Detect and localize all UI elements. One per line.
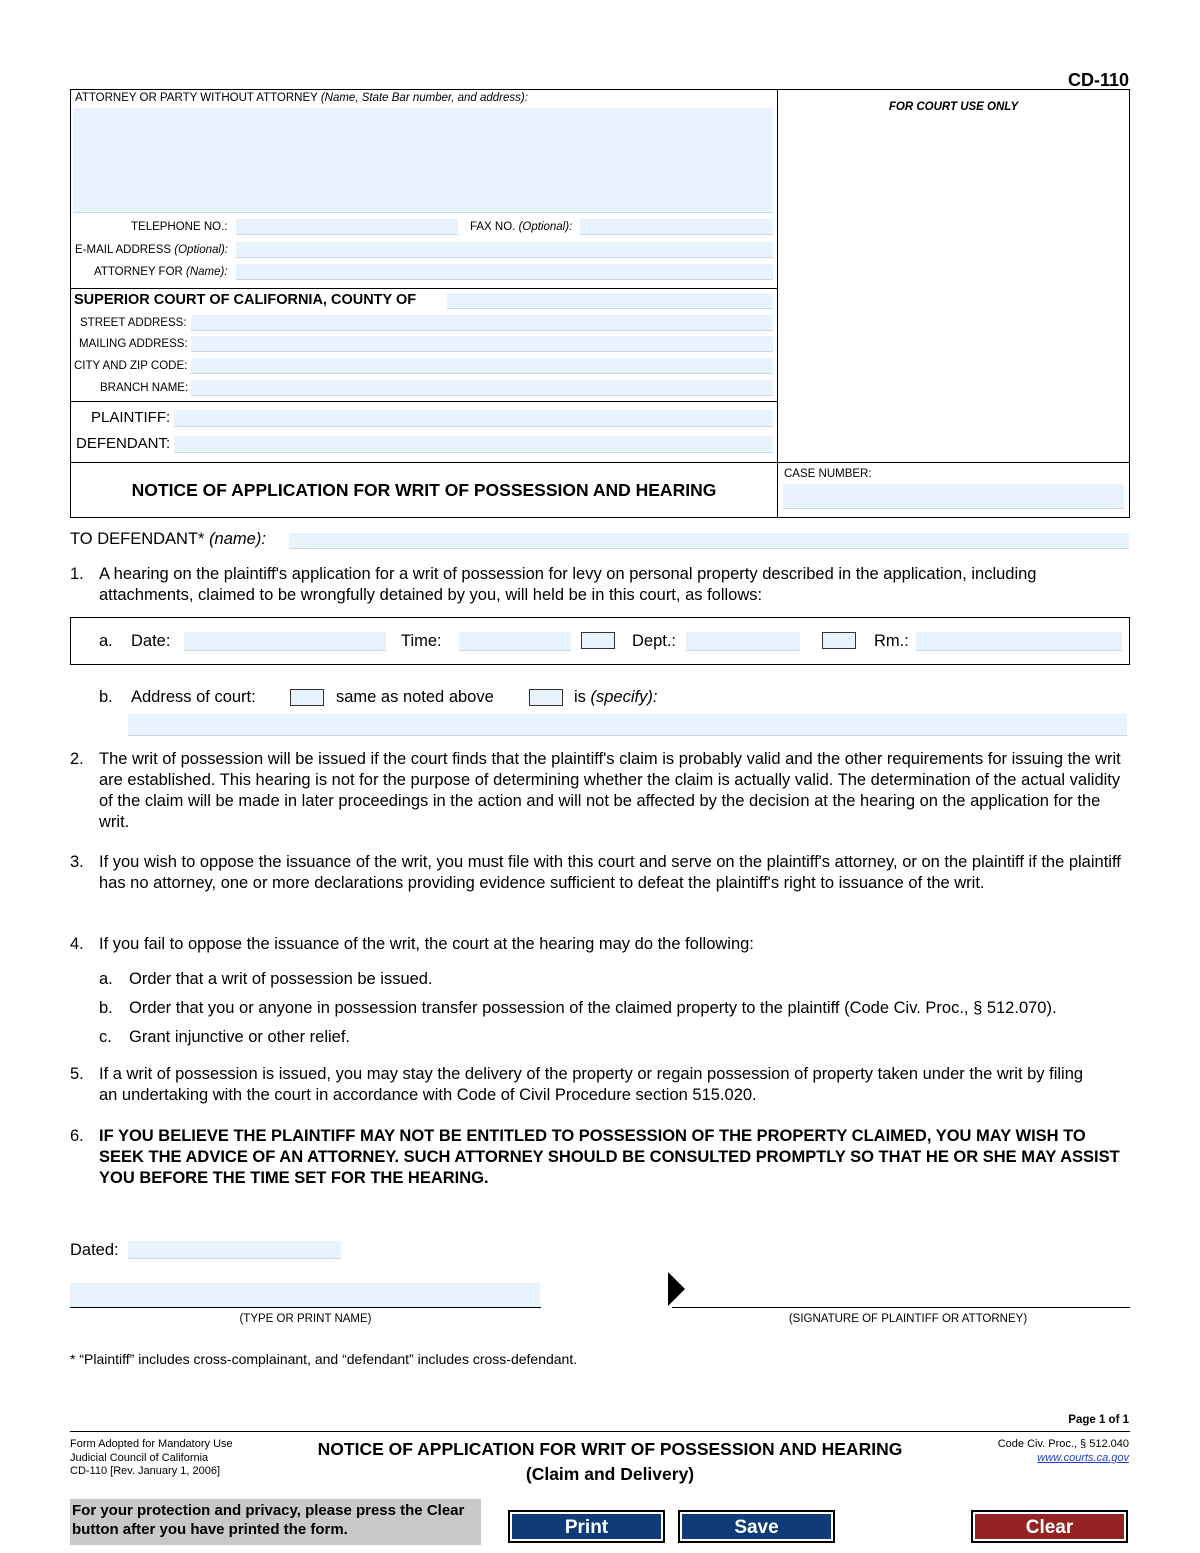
form-adopted-text xyxy=(70,1438,233,1479)
dept-label: Dept.: xyxy=(632,632,677,650)
court-use-box xyxy=(777,89,1130,463)
item3-text: If you wish to oppose the issuance of the writ, you must file with this court and serve on the plaintiff's attorney, or on the plaintiff if the plaintiff has no attorney, one or more declarations providing evidence sufficient to defeat the plaintiff's right to issuance of the writ. xyxy=(99,853,1121,892)
dated-field[interactable] xyxy=(128,1241,341,1259)
footer-title xyxy=(260,1437,960,1487)
item4c-text: Grant injunctive or other relief. xyxy=(129,1028,351,1046)
superior-court-label: SUPERIOR COURT OF CALIFORNIA, COUNTY OF xyxy=(74,292,417,308)
footer-title-line1: NOTICE OF APPLICATION FOR WRIT OF POSSESSION AND HEARING xyxy=(317,1439,903,1459)
print-button[interactable]: Print xyxy=(508,1510,665,1543)
item1-number: 1. xyxy=(70,565,84,583)
item2-text: The writ of possession will be issued if the court finds that the plaintiff's claim is probably valid and the other requirements for issuing the writ are established. This hearing is not for the purpose of determining whether the claim is actually valid. The determination of the actual validity of the claim will be made in later proceedings in the action and will not be affected by the decision at the hearing on the application for the writ. xyxy=(99,750,1121,831)
item6-text: IF YOU BELIEVE THE PLAINTIFF MAY NOT BE ENTITLED TO POSSESSION OF THE PROPERTY CLAIMED, YOU MAY WISH TO SEEK THE ADVICE OF AN ATTORNEY. SUCH ATTORNEY SHOULD BE CONSULTED PROMPTLY SO THAT HE OR SHE MAY ASSIST YOU BEFORE THE TIME SET FOR THE HEARING. xyxy=(99,1127,1120,1187)
date-label: Date: xyxy=(131,632,171,650)
telephone-label: TELEPHONE NO.: xyxy=(131,221,228,233)
attorney-name-field[interactable] xyxy=(73,108,773,213)
branch-name-field[interactable] xyxy=(191,380,773,396)
signature-line xyxy=(672,1307,1130,1308)
item1b-letter: b. xyxy=(99,688,113,706)
address-of-court-label: Address of court: xyxy=(131,688,256,706)
save-button[interactable]: Save xyxy=(678,1510,835,1543)
item1a-letter: a. xyxy=(99,632,113,650)
dept-checkbox[interactable] xyxy=(581,632,615,649)
signature-arrow-icon xyxy=(668,1272,685,1306)
court-use-only-label: FOR COURT USE ONLY xyxy=(888,101,1019,113)
county-field[interactable] xyxy=(447,293,773,309)
footer-divider xyxy=(70,1431,1130,1432)
mailing-address-field[interactable] xyxy=(191,336,773,352)
hearing-date-field[interactable] xyxy=(184,632,386,651)
dept-field[interactable] xyxy=(686,632,800,651)
case-number-label: CASE NUMBER: xyxy=(784,468,872,480)
specify-checkbox[interactable] xyxy=(529,689,563,706)
time-label: Time: xyxy=(401,632,442,650)
item5-text: If a writ of possession is issued, you may stay the delivery of the property or regain possession of property taken under the writ by filing an undertaking with the court in accordance with Code of Civil Procedure section 515.020. xyxy=(99,1065,1084,1104)
street-address-field[interactable] xyxy=(191,315,773,331)
to-defendant-label: TO DEFENDANT* (name): xyxy=(70,530,266,548)
to-defendant-field[interactable] xyxy=(289,533,1129,549)
item4c-letter: c. xyxy=(99,1028,112,1046)
telephone-field[interactable] xyxy=(236,219,458,235)
defendant-label: DEFENDANT: xyxy=(76,435,171,452)
hearing-time-field[interactable] xyxy=(459,632,571,651)
attorney-label: ATTORNEY OR PARTY WITHOUT ATTORNEY (Name, State Bar number, and address): xyxy=(75,92,528,104)
name-line xyxy=(70,1307,541,1308)
form-title: NOTICE OF APPLICATION FOR WRIT OF POSSESSION AND HEARING xyxy=(131,480,717,500)
same-as-above-checkbox[interactable] xyxy=(290,689,324,706)
email-field[interactable] xyxy=(236,242,773,258)
clear-button[interactable]: Clear xyxy=(971,1510,1128,1543)
item4b-letter: b. xyxy=(99,999,113,1017)
rm-field[interactable] xyxy=(916,632,1122,651)
adopted-line3: CD-110 [Rev. January 1, 2006] xyxy=(70,1465,221,1477)
plaintiff-field[interactable] xyxy=(174,410,773,427)
court-parties-divider xyxy=(70,401,778,402)
item4a-letter: a. xyxy=(99,970,113,988)
rm-label: Rm.: xyxy=(874,632,909,650)
city-zip-field[interactable] xyxy=(191,358,773,374)
rm-checkbox[interactable] xyxy=(822,632,856,649)
case-number-field[interactable] xyxy=(783,484,1124,509)
same-as-above-label: same as noted above xyxy=(336,688,494,706)
branch-name-label: BRANCH NAME: xyxy=(100,382,189,394)
footnote: * “Plaintiff” includes cross-complainant, and “defendant” includes cross-defendant. xyxy=(70,1351,578,1367)
fax-label: FAX NO. (Optional): xyxy=(470,221,573,233)
signature-label: (SIGNATURE OF PLAINTIFF OR ATTORNEY) xyxy=(788,1313,1028,1325)
is-specify-label: is (specify): xyxy=(574,688,658,706)
item1-text: A hearing on the plaintiff's application for a writ of possession for levy on personal property described in the application, including attachments, claimed to be wrongfully detained by you, will held be in this court, as follows: xyxy=(99,565,1037,604)
adopted-line2: Judicial Council of California xyxy=(70,1451,209,1464)
street-address-label: STREET ADDRESS: xyxy=(80,317,187,329)
item5-number: 5. xyxy=(70,1065,84,1083)
plaintiff-label: PLAINTIFF: xyxy=(91,409,171,426)
privacy-notice: For your protection and privacy, please press the Clear button after you have printed the form. xyxy=(70,1499,481,1545)
form-id: CD-110 xyxy=(1067,70,1129,90)
email-label: E-MAIL ADDRESS (Optional): xyxy=(75,244,228,256)
defendant-field[interactable] xyxy=(174,436,773,453)
item3-number: 3. xyxy=(70,853,84,871)
court-address-field[interactable] xyxy=(128,714,1127,736)
item4b-text: Order that you or anyone in possession transfer possession of the claimed property to the plaintiff (Code Civ. Proc., § 512.070). xyxy=(129,999,1057,1017)
type-print-name-label: (TYPE OR PRINT NAME) xyxy=(239,1313,372,1325)
fax-field[interactable] xyxy=(580,219,773,235)
item4-number: 4. xyxy=(70,935,84,953)
dated-label: Dated: xyxy=(70,1241,119,1259)
item6-number: 6. xyxy=(70,1127,84,1145)
item4-text: If you fail to oppose the issuance of the writ, the court at the hearing may do the following: xyxy=(99,935,754,953)
attorney-for-label: ATTORNEY FOR (Name): xyxy=(94,266,228,278)
code-citation: Code Civ. Proc., § 512.040 xyxy=(997,1438,1129,1450)
item4a-text: Order that a writ of possession be issued. xyxy=(129,970,433,988)
adopted-line1: Form Adopted for Mandatory Use xyxy=(70,1438,233,1450)
mailing-address-label: MAILING ADDRESS: xyxy=(79,338,188,350)
page-number: Page 1 of 1 xyxy=(1068,1414,1129,1426)
city-zip-label: CITY AND ZIP CODE: xyxy=(74,360,188,372)
item2-number: 2. xyxy=(70,750,84,768)
courts-website-link[interactable]: www.courts.ca.gov xyxy=(1037,1452,1129,1464)
type-print-name-field[interactable] xyxy=(70,1283,540,1308)
footer-title-line2: (Claim and Delivery) xyxy=(525,1464,695,1484)
attorney-for-field[interactable] xyxy=(236,264,773,280)
